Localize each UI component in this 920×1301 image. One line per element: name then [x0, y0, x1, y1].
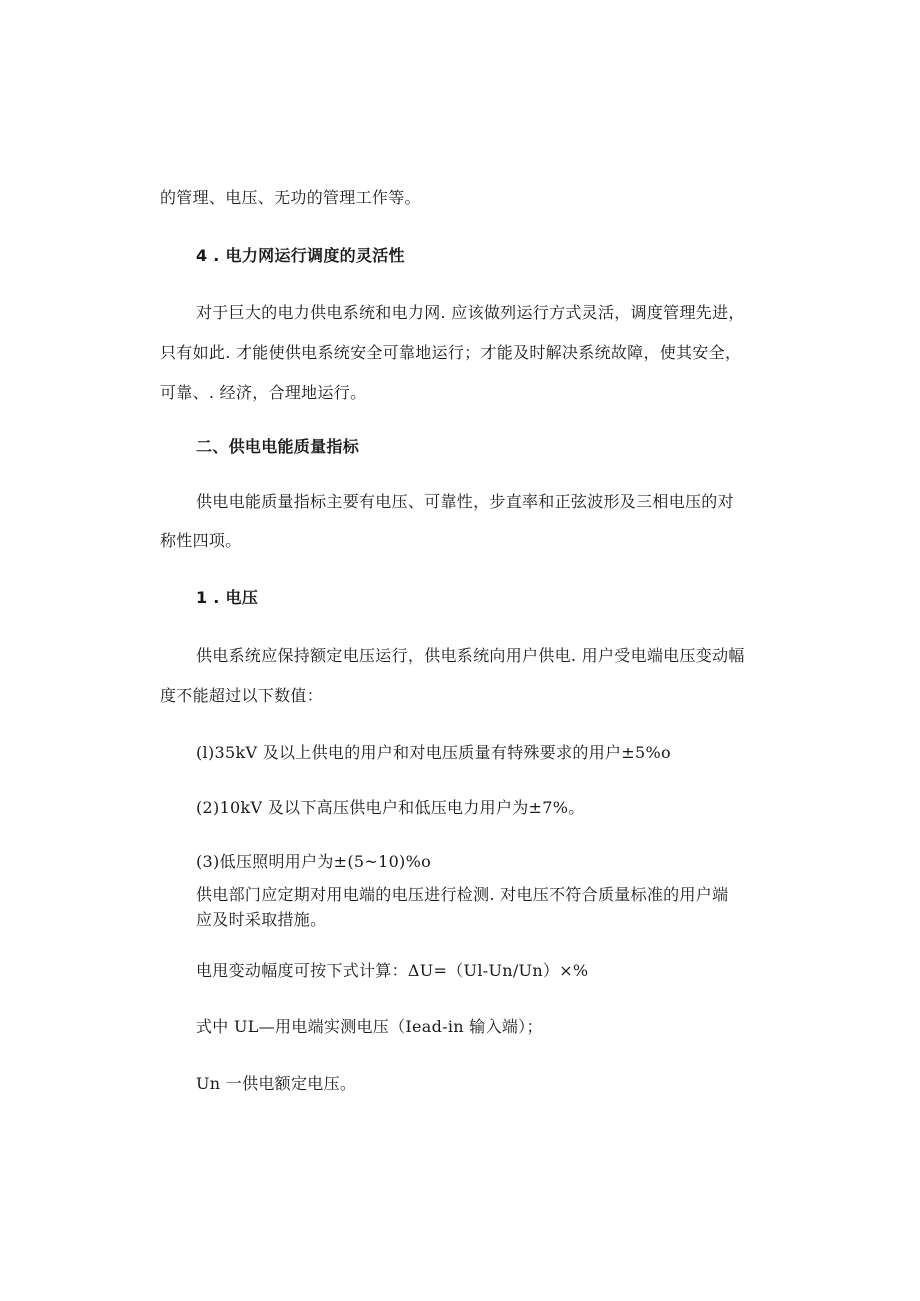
paragraph-line: 称性四项。 [160, 531, 242, 550]
section-heading: 4 . 电力网运行调度的灵活性 [196, 246, 405, 265]
paragraph-line: 只有如此. 才能使供电系统安全可靠地运行；才能及时解决系统故障，使其安全， [160, 343, 742, 362]
paragraph-line: 应及时采取措施。 [196, 910, 327, 929]
paragraph-line: 度不能超过以下数值： [160, 686, 324, 705]
paragraph-line: Un 一供电额定电压。 [196, 1074, 357, 1093]
paragraph-line: 对于巨大的电力供电系统和电力网. 应该做列运行方式灵活，调度管理先进， [196, 303, 745, 322]
paragraph-line: 式中 UL—用电端实测电压（Iead-in 输入端）； [196, 1017, 543, 1036]
paragraph-line: 供电部门应定期对用电端的电压进行检测. 对电压不符合质量标准的用户端 [196, 885, 729, 904]
list-item: (2)10kV 及以下高压供电户和低压电力用户为±7%。 [196, 798, 585, 817]
formula-line: 电甩变动幅度可按下式计算：ΔU=（Ul-Un/Un）×% [196, 961, 589, 980]
list-item: (l)35kV 及以上供电的用户和对电压质量有特殊要求的用户±5%o [196, 743, 671, 762]
paragraph-line: 供电系统应保持额定电压运行，供电系统向用户供电. 用户受电端电压变动幅 [196, 646, 745, 665]
paragraph-line: 可靠、. 经济，合理地运行。 [160, 383, 367, 402]
section-heading: 二、供电电能质量指标 [196, 437, 360, 456]
paragraph-line: 供电电能质量指标主要有电压、可靠性，步直率和正弦波形及三相电压的对 [196, 492, 734, 511]
list-item: (3)低压照明用户为±(5~10)%o [196, 852, 432, 871]
section-heading: 1 . 电压 [196, 588, 259, 607]
paragraph-line: 的管理、电压、无功的管理工作等。 [160, 188, 421, 207]
